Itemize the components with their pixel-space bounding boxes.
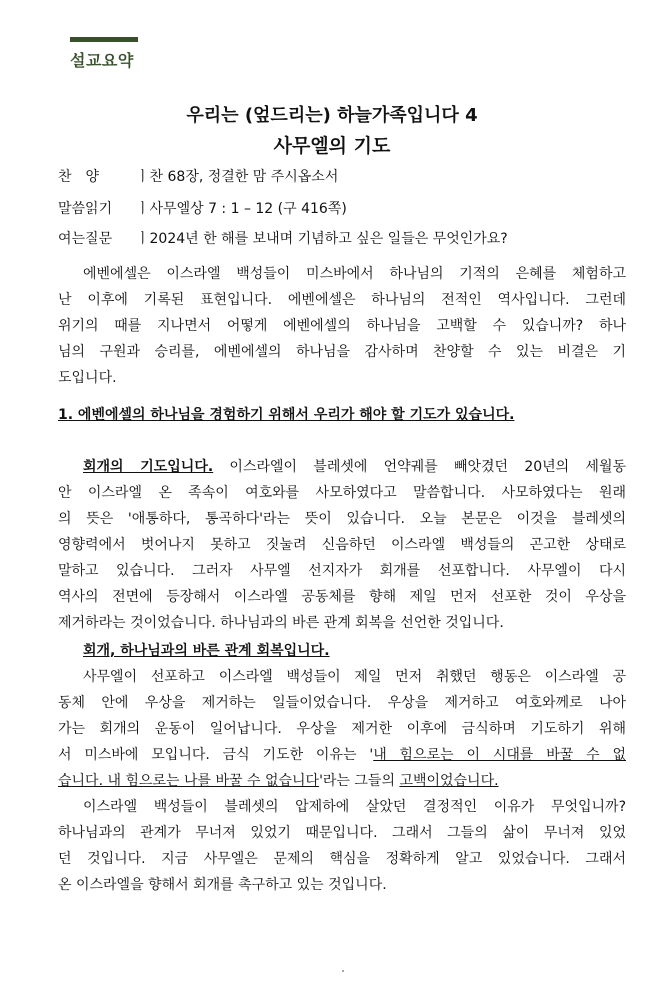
restoration-text: 서 미스바에 모입니다. 금식 기도한 이유는 ' [58,747,374,763]
restoration-text: '라는 그들의 [319,773,400,789]
repentance-line: 제거하라는 것이었습니다. 하나님과의 바른 관계 회복을 선언한 것입니다. [58,615,504,631]
repentance-line: 의 뜻은 '애통하다, 통곡하다'라는 뜻이 있습니다. 오늘 본문은 이것을 블레셋의 [58,511,626,527]
repentance-line: 안 이스라엘 온 족속이 여호와를 사모하였다고 말씀합니다. 사모하였다는 원래 [58,485,626,501]
opening-question-label: 여는질문 [58,231,113,247]
restoration-line [58,770,626,790]
opening-question-row [58,228,508,248]
restoration-line: 온 이스라엘을 향해서 회개를 촉구하고 있는 것입니다. [58,877,387,893]
repentance-line: 말하고 있습니다. 그러자 사무엘 선지자가 회개를 선포합니다. 사무엘이 다시 [58,563,626,579]
restoration-line [58,744,626,764]
repentance-line: 이스라엘이 블레셋에 언약궤를 빼앗겼던 20년의 세월동 [213,459,626,475]
reading-row [58,198,347,218]
restoration-quote-underlined: 습니다. 내 힘으로는 나를 바꿀 수 없습니다 [58,773,320,789]
restoration-confession-underlined: 고백이었습니다. [399,773,499,789]
intro-line: 도입니다. [58,370,117,386]
restoration-line: 던 것입니다. 지금 사무엘은 문제의 핵심을 정확하게 알고 있었습니다. 그래서 [58,851,626,867]
restoration-quote-underlined: 내 힘으로는 이 시대를 바꿀 수 없 [373,747,626,763]
hymn-label: 찬 양 [58,169,100,185]
restoration-subheading: 회개, 하나님과의 바른 관계 회복입니다. [83,643,330,659]
page-mark [342,970,344,972]
hymn-value: ㅣ찬 68장, 정결한 맘 주시옵소서 [136,169,339,185]
restoration-line: 동체 안에 우상을 제거하는 일들이었습니다. 우상을 제거하고 여호와께로 나아 [58,695,626,711]
intro-line: 위기의 때를 지나면서 어떻게 에벤에셀의 하나님을 고백할 수 있습니까? 하나 [58,318,626,334]
restoration-line: 사무엘이 선포하고 이스라엘 백성들이 제일 먼저 취했던 행동은 이스라엘 공 [83,669,626,685]
section-heading: 1. 에벤에셀의 하나님을 경험하기 위해서 우리가 해야 할 기도가 있습니다. [58,407,515,423]
document-label: 설교요약 [70,51,134,70]
repentance-first-line [83,456,626,476]
hymn-row [58,166,338,186]
repentance-subheading: 회개의 기도입니다. [83,459,214,475]
intro-line: 에벤에셀은 이스라엘 백성들이 미스바에서 하나님의 기적의 은혜를 체험하고 [83,266,626,282]
intro-line: 난 이후에 기록된 표현입니다. 에벤에셀은 하나님의 전적인 역사입니다. 그런데 [58,292,626,308]
restoration-line: 이스라엘 백성들이 블레셋의 압제하에 살았던 결정적인 이유가 무엇입니까? [83,799,626,815]
intro-line: 님의 구원과 승리를, 에벤에셀의 하나님을 감사하며 찬양할 수 있는 비결은 기 [58,344,626,360]
reading-value: ㅣ사무엘상 7 : 1 – 12 (구 416쪽) [136,201,347,217]
restoration-line: 하나님과의 관계가 무너져 있었기 때문입니다. 그래서 그들의 삶이 무너져 있었 [58,825,626,841]
restoration-subheading-row [83,640,626,660]
sermon-title: 사무엘의 기도 [273,135,391,157]
opening-question-value: ㅣ2024년 한 해를 보내며 기념하고 싶은 일들은 무엇인가요? [136,231,508,247]
header-bar [70,37,138,42]
repentance-line: 영향력에서 벗어나지 못하고 짓눌려 신음하던 이스라엘 백성들의 곤고한 상태로 [58,537,626,553]
restoration-line: 가는 회개의 운동이 일어납니다. 우상을 제거한 이후에 금식하며 기도하기 위해 [58,721,626,737]
sermon-series-title: 우리는 (엎드리는) 하늘가족입니다 4 [186,105,478,126]
repentance-line: 역사의 전면에 등장해서 이스라엘 공동체를 향해 제일 먼저 선포한 것이 우상을 [58,589,626,605]
reading-label: 말씀읽기 [58,201,113,217]
